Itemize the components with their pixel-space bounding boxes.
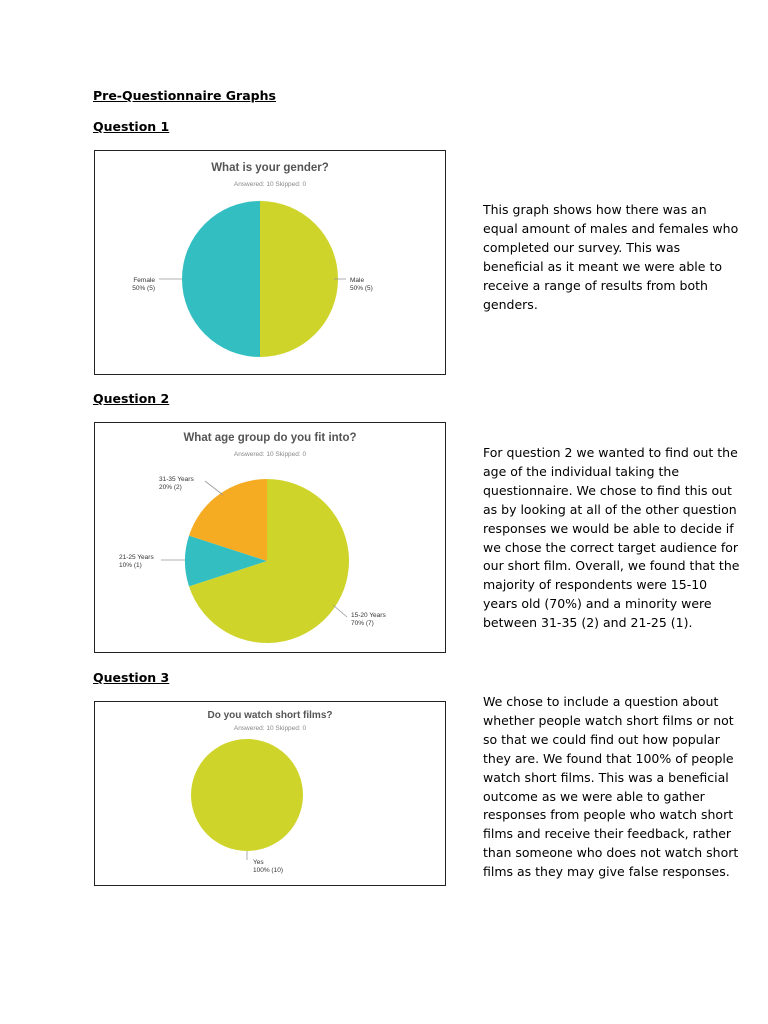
age-group-pie-chart [95, 423, 445, 652]
slice-label-name: Female [133, 277, 155, 284]
leader-line [205, 481, 223, 495]
slice-label-name: 21-25 Years [119, 554, 154, 561]
page-title: Pre-Questionnaire Graphs [93, 88, 276, 103]
leader-line [333, 605, 347, 617]
short-films-pie-chart [95, 702, 445, 885]
question-1-heading: Question 1 [93, 119, 170, 134]
question-3-heading: Question 3 [93, 670, 170, 685]
slice-male [260, 201, 338, 357]
slice-label-value: 10% (1) [119, 562, 142, 569]
slice-label-name: Male [350, 277, 365, 284]
chart-subtitle: Answered: 10 Skipped: 0 [233, 451, 307, 458]
slice-label-name: 15-20 Years [351, 612, 386, 619]
question-2-heading: Question 2 [93, 391, 170, 406]
slice-female [182, 201, 260, 357]
age-group-chart [94, 422, 446, 653]
slice-label-value: 50% (5) [132, 285, 155, 292]
slice-label-value: 70% (7) [351, 620, 374, 627]
short-films-chart [94, 701, 446, 886]
slice-label-name: Yes [253, 859, 264, 866]
chart-title: Do you watch short films? [207, 710, 333, 721]
slice-label-name: 31-35 Years [159, 476, 194, 483]
slice-yes [191, 739, 303, 851]
gender-chart [94, 150, 446, 375]
slice-label-value: 100% (10) [253, 867, 283, 874]
question-3-description: We chose to include a question about whether people watch short films or not so that we could find out how popular they are. We found that 100% of people watch short films. This was a beneficial outcome as we were able to gather responses from people who watch short films and receive their feedback, rather than someone who does not watch short films as they may give false responses. [483, 694, 739, 880]
question-2-description: For question 2 we wanted to find out the age of the individual taking the questionnaire. We chose to find this out as by looking at all of the other question responses we would be able to decide if we chose the correct target audience for our short film. Overall, we found that the majority of respondents were 15-10 years old (70%) and a minority were between 31-35 (2) and 21-25 (1). [483, 445, 740, 631]
chart-subtitle: Answered: 10 Skipped: 0 [233, 181, 307, 188]
slice-label-value: 50% (5) [350, 285, 373, 292]
chart-title: What age group do you fit into? [183, 432, 357, 444]
slice-label-value: 20% (2) [159, 484, 182, 491]
chart-subtitle: Answered: 10 Skipped: 0 [233, 725, 307, 732]
question-1-description: This graph shows how there was an equal amount of males and females who completed our survey. This was beneficial as it meant we were able to receive a range of results from both genders. [483, 202, 739, 312]
chart-title: What is your gender? [211, 162, 329, 174]
gender-pie-chart [95, 151, 445, 374]
